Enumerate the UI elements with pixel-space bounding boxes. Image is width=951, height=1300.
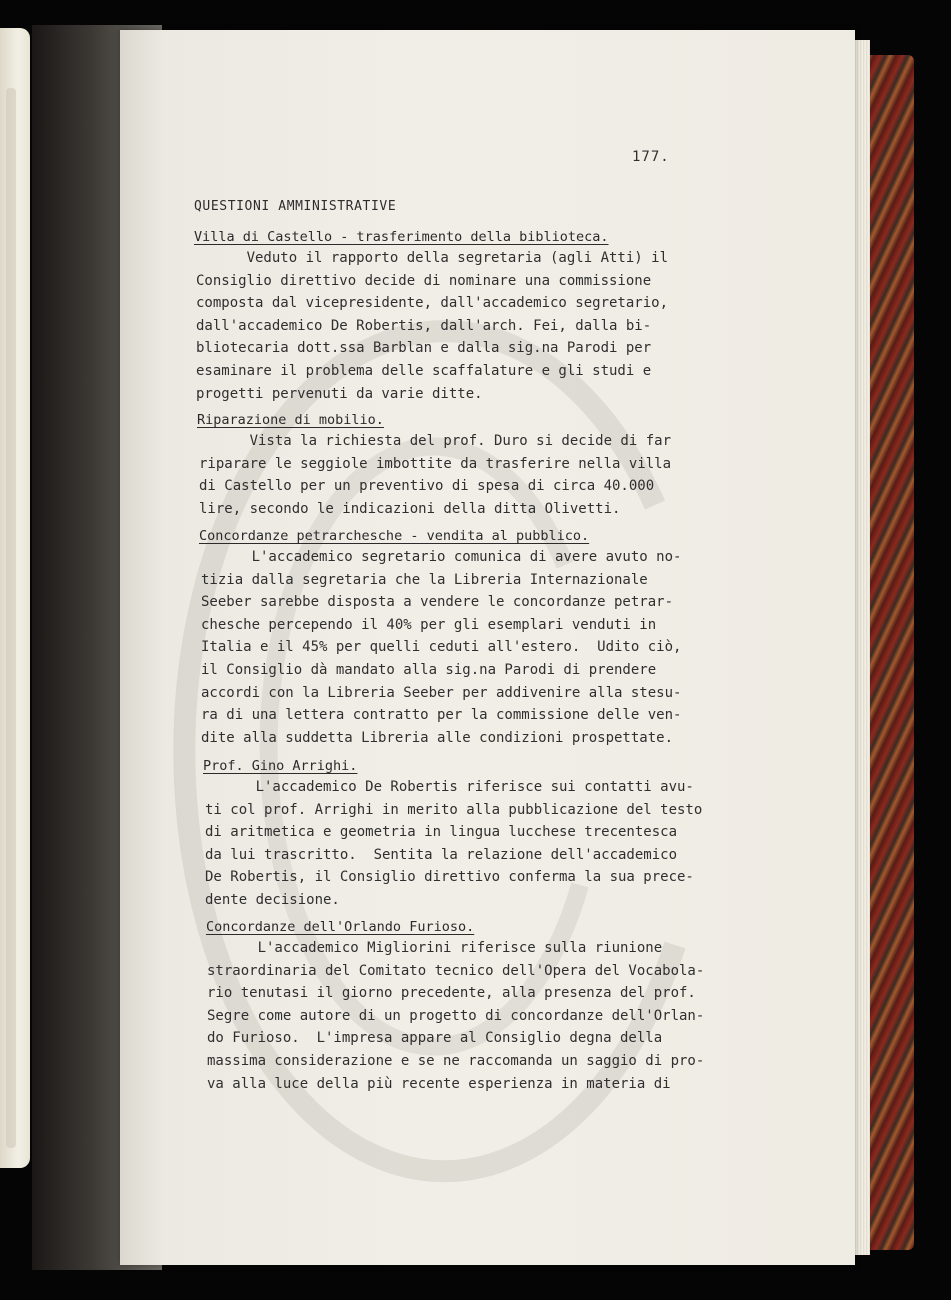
left-page-edge	[0, 28, 30, 1168]
heading-orlando-furioso: Concordanze dell'Orlando Furioso.	[206, 919, 475, 935]
paragraph-gino-arrighi: L'accademico De Robertis riferisce sui contatti avu- ti col prof. Arrighi in merito alla pubblicazione del testo di aritmetica e geometria in lingua lucchese trecentesca da lui trascritto. Sentita la relazione dell'accademico De Robertis, il Consiglio direttivo conferma la sua prece- dente decisione.	[205, 779, 703, 908]
heading-villa-castello: Villa di Castello - trasferimento della biblioteca.	[194, 229, 609, 245]
page-number: 177.	[632, 149, 670, 165]
paragraph-orlando-furioso: L'accademico Migliorini riferisce sulla riunione straordinaria del Comitato tecnico dell'Opera del Vocabola- rio tenutasi il giorno precedente, alla presenza del prof. Segre come autore di un progetto di concordanze dell'Orlan- do Furioso. L'impresa appare al Consiglio degna della massima considerazione e se ne raccomanda un saggio di pro- va alla luce della più recente esperienza in materia di	[207, 940, 705, 1092]
paragraph-villa-castello: Veduto il rapporto della segretaria (agli Atti) il Consiglio direttivo decide di nominare una commissione composta dal vicepresidente, dall'accademico segretario, dall'accademico De Robertis, dall'arch. Fei, dalla bi- bliotecaria dott.ssa Barblan e dalla sig.na Parodi per esaminare il problema delle scaffalature e gli studi e progetti pervenuti da varie ditte.	[196, 250, 669, 402]
paragraph-concordanze-petrarchesche: L'accademico segretario comunica di avere avuto no- tizia dalla segretaria che la Libreria Internazionale Seeber sarebbe disposta a vendere le concordanze petrar- chesche percependo il 40% per gli esemplari venduti in Italia e il 45% per quelli ceduti all'estero. Udito ciò, il Consiglio dà mandato alla sig.na Parodi di prendere accordi con la Libreria Seeber per addivenire alla stesu- ra di una lettera contratto per la commissione delle ven- dite alla suddetta Libreria alle condizioni prospettate.	[201, 549, 682, 746]
heading-gino-arrighi: Prof. Gino Arrighi.	[203, 758, 358, 774]
heading-riparazione-mobilio: Riparazione di mobilio.	[197, 412, 384, 428]
left-page-shadow	[6, 88, 16, 1148]
paragraph-riparazione-mobilio: Vista la richiesta del prof. Duro si decide di far riparare le seggiole imbottite da trasferire nella villa di Castello per un preventivo di spesa di circa 40.000 lire, secondo le indicazioni della ditta Olivetti.	[199, 433, 672, 517]
section-title: QUESTIONI AMMINISTRATIVE	[194, 199, 397, 214]
heading-concordanze-petrarchesche: Concordanze petrarchesche - vendita al pubblico.	[199, 528, 590, 544]
